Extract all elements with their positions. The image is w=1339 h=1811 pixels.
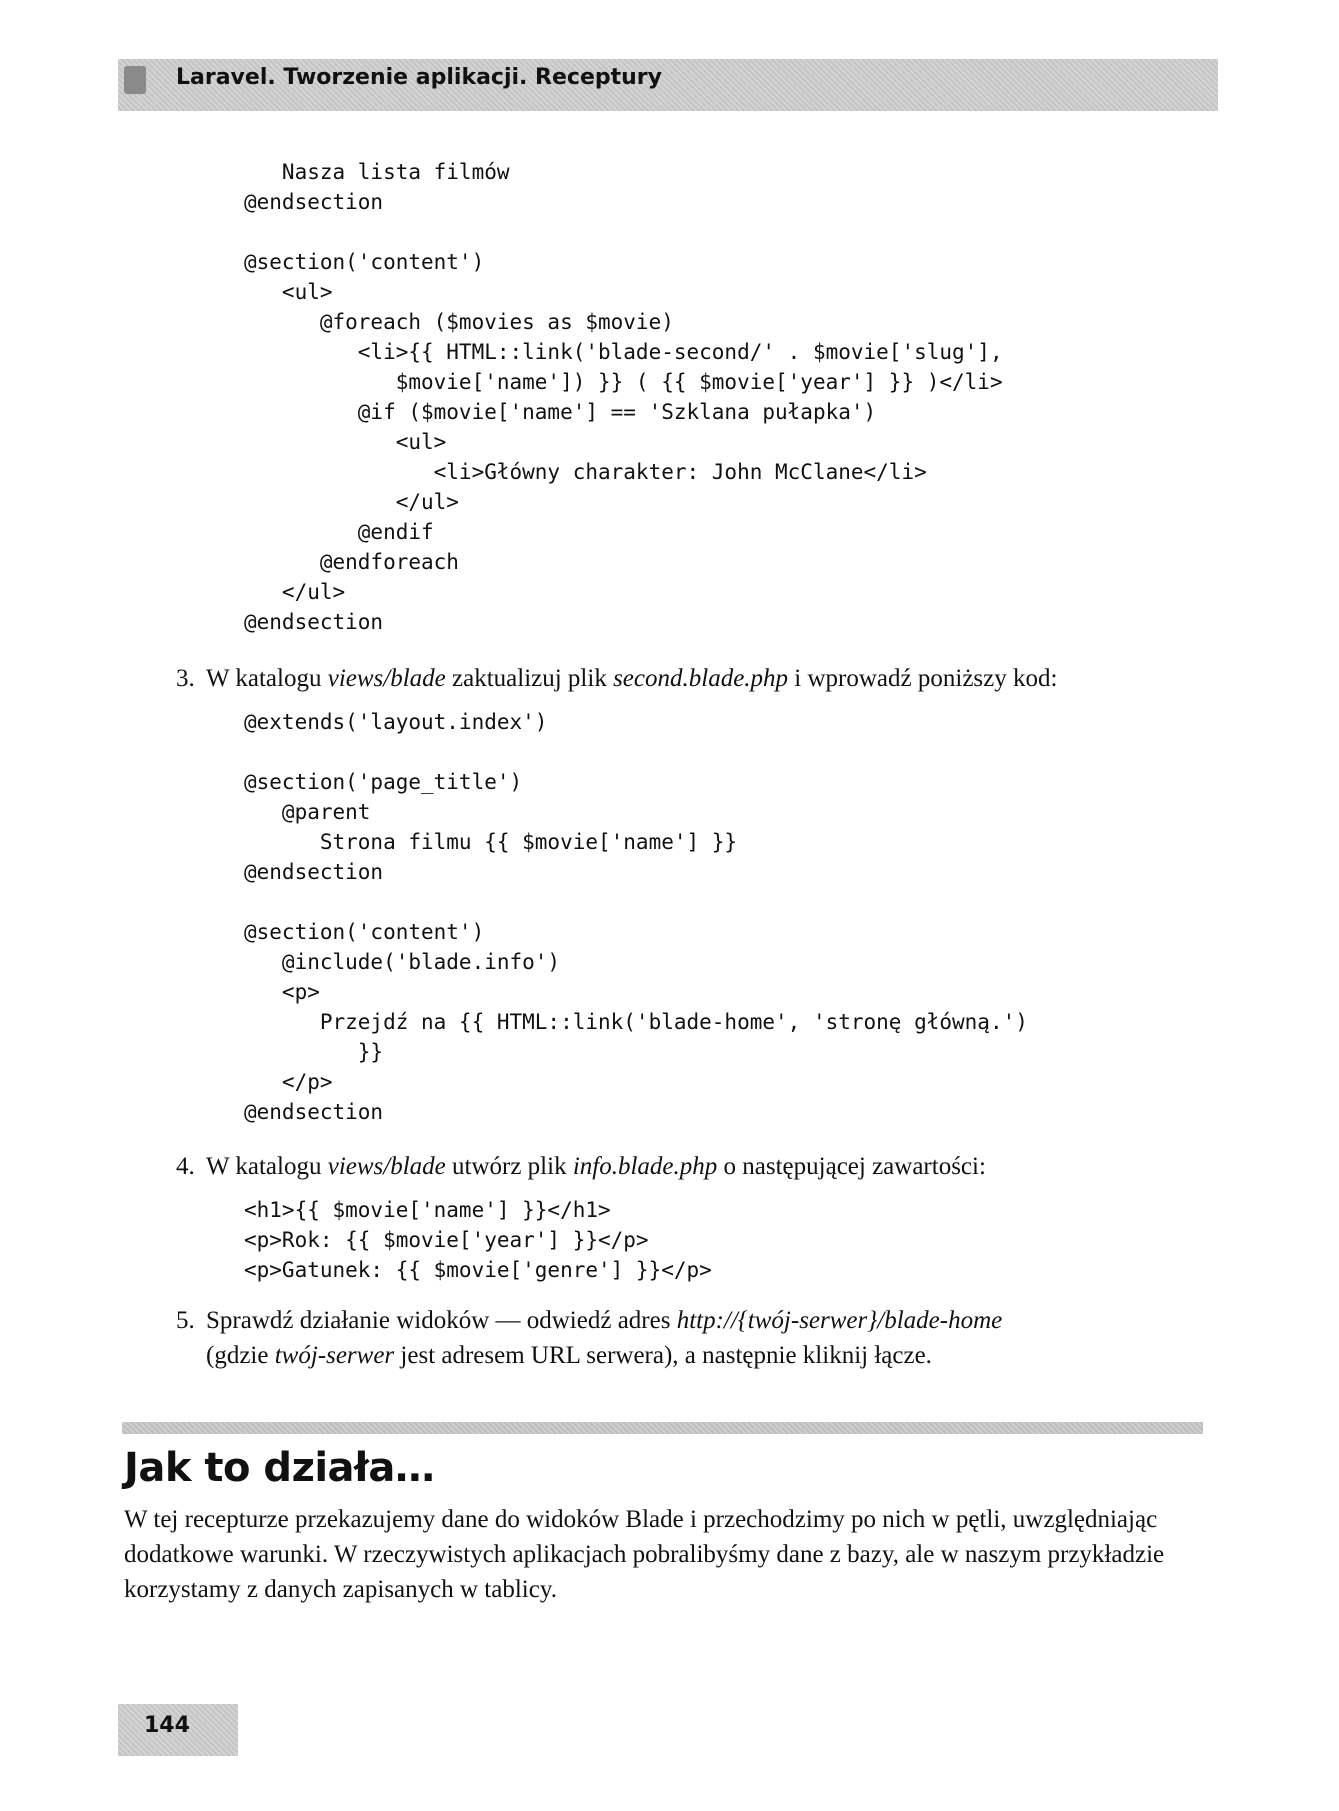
code-line: @include('blade.info') xyxy=(244,950,561,974)
code-line: <p>Rok: {{ $movie['year'] }}</p> xyxy=(244,1228,649,1252)
code-line: @endsection xyxy=(244,1100,384,1124)
section-paragraph: W tej recepturze przekazujemy dane do widoków Blade i przechodzimy po nich w pętli, uwzględniając dodatkowe warunki. W rzeczywistych aplikacjach pobralibyśmy dane z bazy, ale w naszym przykładzie korzystamy z danych zapisanych w tablicy. xyxy=(124,1506,1165,1603)
code-line: Nasza lista filmów xyxy=(244,160,510,184)
section-heading: Jak to działa… xyxy=(124,1445,435,1491)
code-line: @endif xyxy=(244,520,434,544)
code-line: <li>Główny charakter: John McClane</li> xyxy=(244,460,927,484)
code-line xyxy=(244,737,1028,767)
code-line: }} xyxy=(244,1040,384,1064)
code-line: @endsection xyxy=(244,190,384,214)
step-number: 3. xyxy=(176,665,195,692)
code-line xyxy=(244,887,1028,917)
code-line: <p> xyxy=(244,980,320,1004)
code-line: @parent xyxy=(244,800,371,824)
running-header-title: Laravel. Tworzenie aplikacji. Receptury xyxy=(176,65,662,90)
code-line: @endsection xyxy=(244,860,384,884)
code-line: @endsection xyxy=(244,610,384,634)
server-placeholder: twój-serwer xyxy=(274,1342,395,1369)
code-line: <ul> xyxy=(244,430,447,454)
code-line: @if ($movie['name'] == 'Szklana pułapka') xyxy=(244,400,877,424)
code-line: Przejdź na {{ HTML::link('blade-home', 'stronę główną.') xyxy=(244,1010,1028,1034)
step-text: W katalogu xyxy=(206,665,328,692)
url: http://{twój-serwer}/blade-home xyxy=(676,1307,1003,1334)
step-text: Sprawdź działanie widoków — odwiedź adres xyxy=(206,1307,677,1334)
directory-path: views/blade xyxy=(327,665,446,692)
code-line: <p>Gatunek: {{ $movie['genre'] }}</p> xyxy=(244,1258,712,1282)
code-line: </ul> xyxy=(244,580,346,604)
section-divider xyxy=(122,1422,1203,1434)
step-number: 4. xyxy=(176,1153,195,1180)
step-3 xyxy=(176,661,1057,696)
page-number: 144 xyxy=(144,1713,190,1738)
code-line: <ul> xyxy=(244,280,333,304)
code-line xyxy=(244,217,1003,247)
file-name: info.blade.php xyxy=(572,1153,718,1180)
step-number: 5. xyxy=(176,1307,195,1334)
code-line: Strona filmu {{ $movie['name'] }} xyxy=(244,830,738,854)
code-line: @section('page_title') xyxy=(244,770,523,794)
step-text: zaktualizuj plik xyxy=(445,665,614,692)
code-line: <h1>{{ $movie['name'] }}</h1> xyxy=(244,1198,611,1222)
step-5 xyxy=(176,1303,1002,1373)
file-name: second.blade.php xyxy=(613,665,789,692)
step-text: W katalogu xyxy=(206,1153,328,1180)
step-text: o następującej zawartości: xyxy=(717,1153,986,1180)
code-block-info-blade xyxy=(244,1195,712,1285)
code-line: $movie['name']) }} ( {{ $movie['year'] }} )</li> xyxy=(244,370,1003,394)
code-line: <li>{{ HTML::link('blade-second/' . $movie['slug'], xyxy=(244,340,1003,364)
step-4 xyxy=(176,1149,986,1184)
code-line: @endforeach xyxy=(244,550,459,574)
code-line: @extends('layout.index') xyxy=(244,710,548,734)
code-line: </ul> xyxy=(244,490,459,514)
code-line: </p> xyxy=(244,1070,333,1094)
code-block-second-blade xyxy=(244,707,1028,1127)
step-text: utwórz plik xyxy=(445,1153,573,1180)
header-marker-block xyxy=(124,66,146,94)
step-text: (gdzie xyxy=(206,1342,275,1369)
code-block-layout-template xyxy=(244,157,1003,637)
step-text: i wprowadź poniższy kod: xyxy=(788,665,1058,692)
directory-path: views/blade xyxy=(327,1153,446,1180)
code-line: @section('content') xyxy=(244,250,485,274)
code-line: @section('content') xyxy=(244,920,485,944)
code-line: @foreach ($movies as $movie) xyxy=(244,310,674,334)
step-text: jest adresem URL serwera), a następnie kliknij łącze. xyxy=(394,1342,932,1369)
